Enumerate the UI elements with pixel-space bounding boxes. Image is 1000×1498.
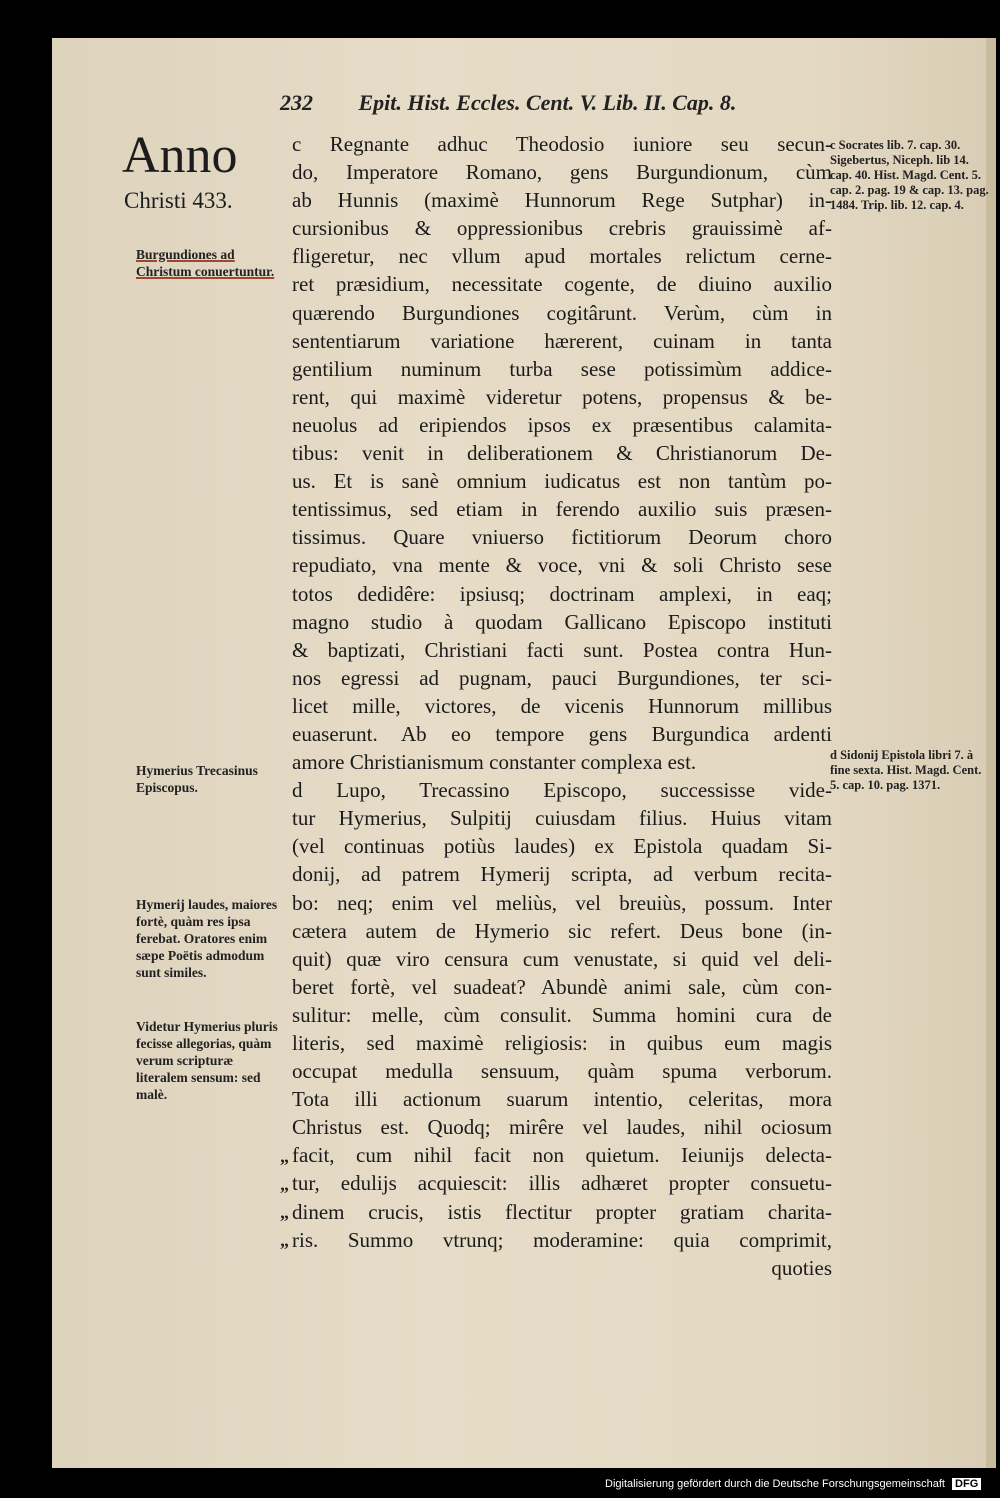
text-line: gentilium numinum turba sese potissimùm addice-	[292, 356, 832, 381]
text-line: ret præsidium, necessitate cogente, de diuino auxilio	[292, 272, 832, 297]
text-line: quit) quæ viro censura cum venustate, si quid vel deli-	[292, 946, 832, 971]
text-line: neuolus ad eripiendos ipsos ex præsentibus calamita-	[292, 412, 832, 437]
text-line: fligeretur, nec vllum apud mortales relictum cerne-	[292, 244, 832, 269]
quote-mark: „	[280, 1229, 289, 1250]
text-line: tissimus. Quare vniuerso fictitiorum Deorum choro	[292, 525, 832, 550]
text-line: tur, edulijs acquiescit: illis adhæret propter consuetu-	[292, 1171, 832, 1196]
text-line: nos egressi ad pugnam, pauci Burgundiones, ter sci-	[292, 665, 832, 690]
text-line: magno studio à quodam Gallicano Episcopo instituti	[292, 609, 832, 634]
left-margin-note: Hymerius Trecasinus Episcopus.	[136, 763, 258, 795]
text-line: licet mille, victores, de vicenis Hunnorum millibus	[292, 693, 832, 718]
text-line: & baptizati, Christiani facti sunt. Postea contra Hun-	[292, 637, 832, 662]
text-line: bo: neq; enim vel meliùs, vel breuiùs, possum. Inter	[292, 890, 832, 915]
left-margin-note: Videtur Hymerius pluris fecisse allegorias, quàm verum scripturæ literalem sensum: sed malè.	[136, 1019, 278, 1102]
text-line: c Regnante adhuc Theodosio iuniore seu secun-	[292, 132, 832, 156]
text-line: tur Hymerius, Sulpitij cuiusdam filius. Huius vitam	[292, 806, 832, 831]
year-heading-anno: Anno	[122, 127, 238, 184]
text-line: donij, ad patrem Hymerij scripta, ad verbum recita-	[292, 862, 832, 887]
page-number: 232	[280, 90, 313, 115]
text-line: dinem crucis, istis flectitur propter gratiam charita-	[292, 1199, 832, 1224]
text-line: Christus est. Quodq; mirêre vel laudes, nihil ociosum	[292, 1115, 832, 1140]
text-line: tentissimus, sed etiam in ferendo auxilio suis præsen-	[292, 497, 832, 522]
footer-credit	[605, 1478, 981, 1490]
text-line: beret fortè, vel suadeat? Abundè animi sale, cùm con-	[292, 974, 832, 999]
left-margin-note: Hymerij laudes, maiores fortè, quàm res ipsa ferebat. Oratores enim sæpe Poëtis admodum sunt similes.	[136, 897, 278, 980]
text-line: sulitur: melle, cùm consulit. Summa homini cura de	[292, 1002, 832, 1027]
text-line: facit, cum nihil facit non quietum. Ieiunijs delecta-	[292, 1143, 832, 1168]
left-margin-note: Burgundiones ad Christum conuertuntur.	[136, 247, 275, 279]
text-line: tibus: venit in deliberationem & Christianorum De-	[292, 441, 832, 466]
running-head	[280, 90, 736, 116]
text-line: euaserunt. Ab eo tempore gens Burgundica ardenti	[292, 721, 832, 746]
text-line: literis, sed maximè religiosis: in quibus eum magis	[292, 1031, 832, 1055]
footer-text: Digitalisierung gefördert durch die Deutsche Forschungsgemeinschaft	[605, 1478, 945, 1490]
text-line: amore Christianismum constanter complexa est.	[292, 750, 697, 775]
dfg-logo: DFG	[952, 1478, 981, 1490]
text-line: d Lupo, Trecassino Episcopo, successisse vide-	[292, 778, 832, 803]
text-line: cætera autem de Hymerio sic refert. Deus bone (in-	[292, 918, 832, 943]
main-text-block	[292, 130, 832, 1282]
text-line: quærendo Burgundiones cogitârunt. Verùm, cùm in	[292, 300, 832, 325]
text-line: ris. Summo vtrunq; moderamine: quia comprimit,	[292, 1227, 832, 1252]
text-line: quoties	[771, 1255, 832, 1280]
text-line: cursionibus & oppressionibus crebris grauissimè af-	[292, 216, 832, 241]
quote-mark: „	[280, 1145, 289, 1166]
quote-mark: „	[280, 1173, 289, 1194]
text-line: totos dedidêre: ipsiusq; doctrinam amplexi, in eaq;	[292, 581, 832, 606]
text-line: rent, qui maximè videretur potens, propensus & be-	[292, 384, 832, 409]
text-line: occupat medulla sensuum, quàm spuma verborum.	[292, 1059, 832, 1084]
right-margin-citation: d Sidonij Epistola libri 7. à fine sexta. Hist. Magd. Cent. 5. cap. 10. pag. 1371.	[830, 748, 982, 792]
quote-mark: „	[280, 1201, 289, 1222]
year-heading-christi: Christi 433.	[124, 188, 233, 213]
running-title: Epit. Hist. Eccles. Cent. V. Lib. II. Cap. 8.	[358, 90, 737, 115]
book-page	[52, 38, 996, 1468]
text-line: do, Imperatore Romano, gens Burgundionum, cùm	[292, 160, 832, 185]
text-line: (vel continuas potiùs laudes) ex Epistola quadam Si-	[292, 834, 832, 859]
text-line: repudiato, vna mente & voce, vni & soli Christo sese	[292, 553, 832, 578]
text-line: us. Et is sanè omnium iudicatus est non tantùm po-	[292, 469, 832, 494]
text-line: sententiarum variatione hærerent, cuinam in tanta	[292, 328, 832, 353]
right-margin-citation: c Socrates lib. 7. cap. 30. Sigebertus, Niceph. lib 14. cap. 40. Hist. Magd. Cent. 5. cap. 2. pag. 19 & cap. 13. pag. 1484. Trip. lib. 12. cap. 4.	[830, 138, 989, 212]
text-line: ab Hunnis (maximè Hunnorum Rege Sutphar) in-	[292, 188, 832, 213]
text-line: Tota illi actionum suarum intentio, celeritas, mora	[292, 1087, 832, 1112]
